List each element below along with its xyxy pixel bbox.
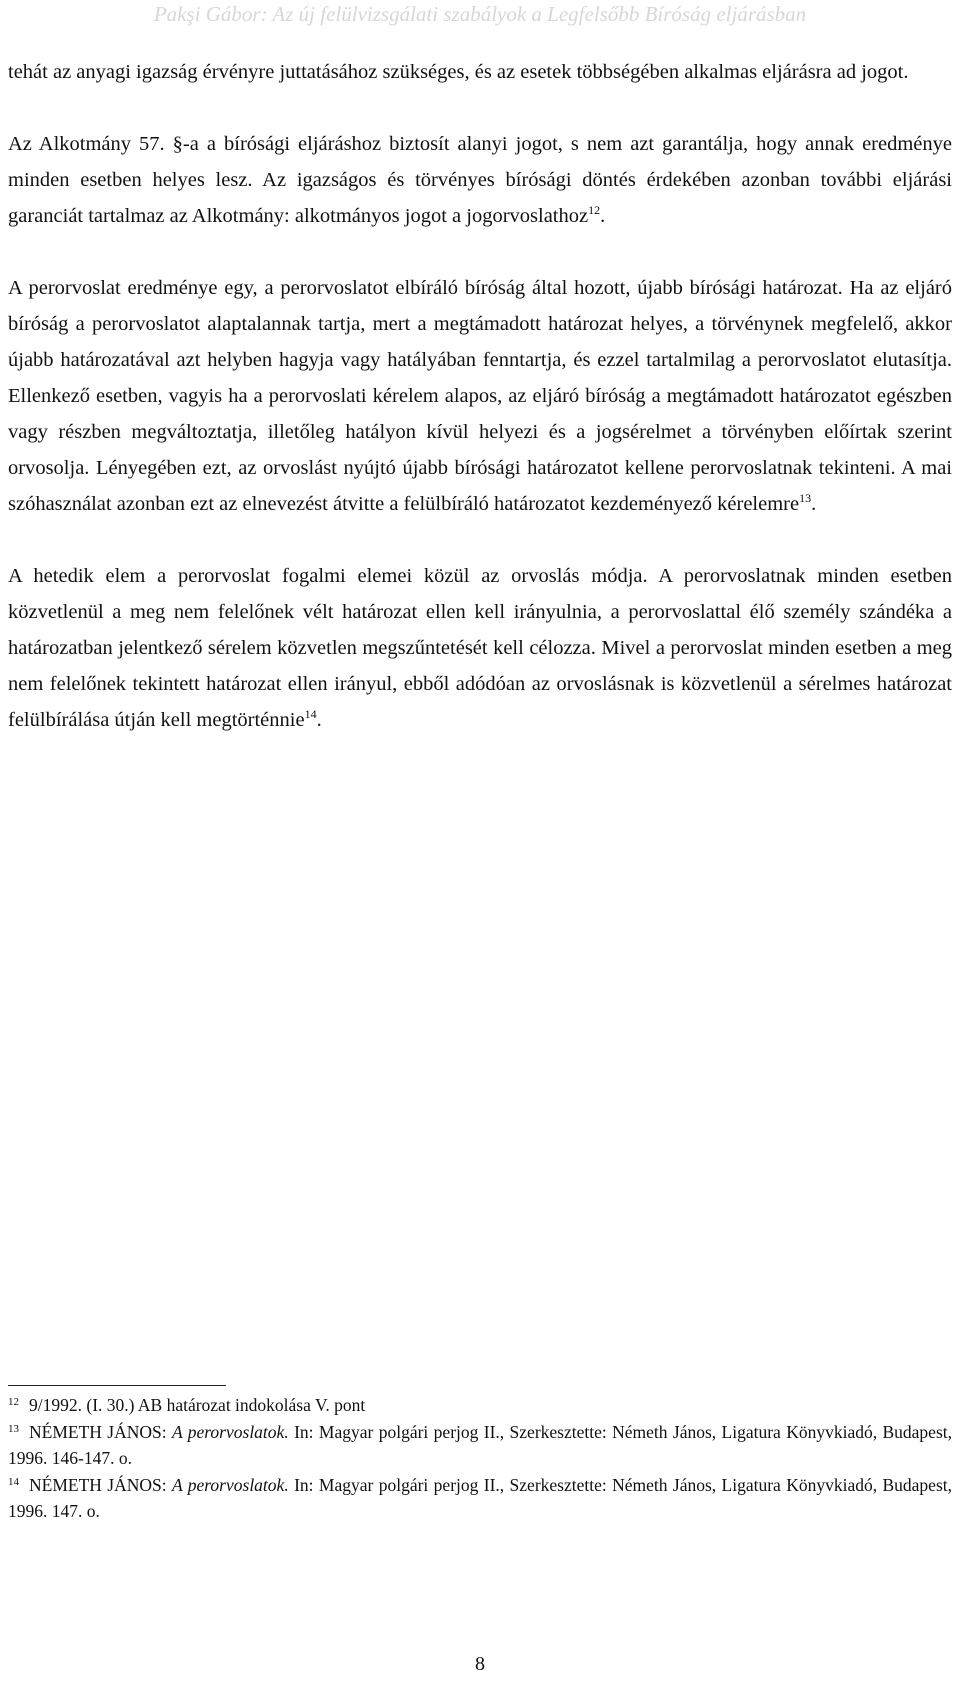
footnote-text: 9/1992. (I. 30.) AB határozat indokolása V. pont <box>29 1395 366 1415</box>
paragraph-4-end: . <box>316 709 322 731</box>
footnote-12 <box>8 1392 952 1419</box>
footnote-title: A perorvoslatok. <box>172 1421 289 1442</box>
paragraph-3-end: . <box>811 493 817 515</box>
footnotes <box>8 1392 952 1525</box>
footnote-ref-13[interactable]: 13 <box>799 491 812 505</box>
paragraph-4 <box>8 558 952 738</box>
body-text <box>8 54 952 774</box>
footnote-13 <box>8 1419 952 1472</box>
footnote-author: NÉMETH JÁNOS: <box>29 1474 172 1495</box>
page-number: 8 <box>475 1653 485 1675</box>
paragraph-3 <box>8 270 952 522</box>
footnote-source: In: Magyar polgári perjog II., Szerkesztette: Németh János, Ligatura Könyvkiadó, Budapest, 1996. 147. o. <box>8 1474 952 1521</box>
paragraph-1-text: tehát az anyagi igazság érvényre juttatásához szükséges, és az esetek többségében alkalmas eljárásra ad jogot. <box>8 61 909 83</box>
paragraph-2-end: . <box>600 205 606 227</box>
footnote-ref-14[interactable]: 14 <box>304 707 317 721</box>
footnote-number: 13 <box>8 1422 19 1435</box>
footnote-title: A perorvoslatok. <box>172 1474 289 1495</box>
paragraph-3-text: A perorvoslat eredménye egy, a perorvoslatot elbíráló bíróság által hozott, újabb bírósági határozat. Ha az eljáró bíróság a perorvoslatot alaptalannak tartja, mert a megtámadott határozat helyes, a törvénynek megfelelő, akkor újabb határozatával azt helyben hagyja vagy hatályában fenntartja, és ezzel tartalmilag a perorvoslatot elutasítja. Ellenkező esetben, vagyis ha a perorvoslati kérelem alapos, az eljáró bíróság a megtámadott határozatot egészben vagy részben megváltoztatja, illetőleg hatályon kívül helyezi és a jogsérelmet a törvényben előírtak szerint orvosolja. Lényegében ezt, az orvoslást nyújtó újabb bírósági határozatot kellene perorvoslatnak tekinteni. A mai szóhasználat azonban ezt az elnevezést átvitte a felülbíráló határozatot kezdeményező kérelemre <box>8 277 952 515</box>
paragraph-2 <box>8 126 952 234</box>
paragraph-1 <box>8 54 952 90</box>
footnote-number: 14 <box>8 1475 19 1488</box>
footnote-14 <box>8 1472 952 1525</box>
footnote-ref-12[interactable]: 12 <box>588 203 601 217</box>
footnote-source: In: Magyar polgári perjog II., Szerkesztette: Németh János, Ligatura Könyvkiadó, Budapest, 1996. 146-147. o. <box>8 1421 952 1468</box>
paragraph-2-text: Az Alkotmány 57. §-a a bírósági eljáráshoz biztosít alanyi jogot, s nem azt garantálja, hogy annak eredménye minden esetben helyes lesz. Az igazságos és törvényes bírósági döntés érdekében azonban további eljárási garanciát tartalmaz az Alkotmány: alkotmányos jogot a jogorvoslathoz <box>8 133 952 227</box>
footnote-author: NÉMETH JÁNOS: <box>29 1421 172 1442</box>
footnote-number: 12 <box>8 1396 19 1408</box>
footnote-separator <box>8 1385 226 1386</box>
running-header: Pakşi Gábor: Az új felülvizsgálati szabályok a Legfelsőbb Bíróság eljárásban <box>153 2 807 26</box>
paragraph-4-text: A hetedik elem a perorvoslat fogalmi elemei közül az orvoslás módja. A perorvoslatnak minden esetben közvetlenül a meg nem felelőnek vélt határozat ellen kell irányulnia, a perorvoslattal élő személy szándéka a határozatban jelentkező sérelem közvetlen megszűntetését kell célozza. Mivel a perorvoslat minden esetben a meg nem felelőnek tekintett határozat ellen irányul, ebből adódóan az orvoslásnak is közvetlenül a sérelmes határozat felülbírálása útján kell megtörténnie <box>8 565 952 731</box>
